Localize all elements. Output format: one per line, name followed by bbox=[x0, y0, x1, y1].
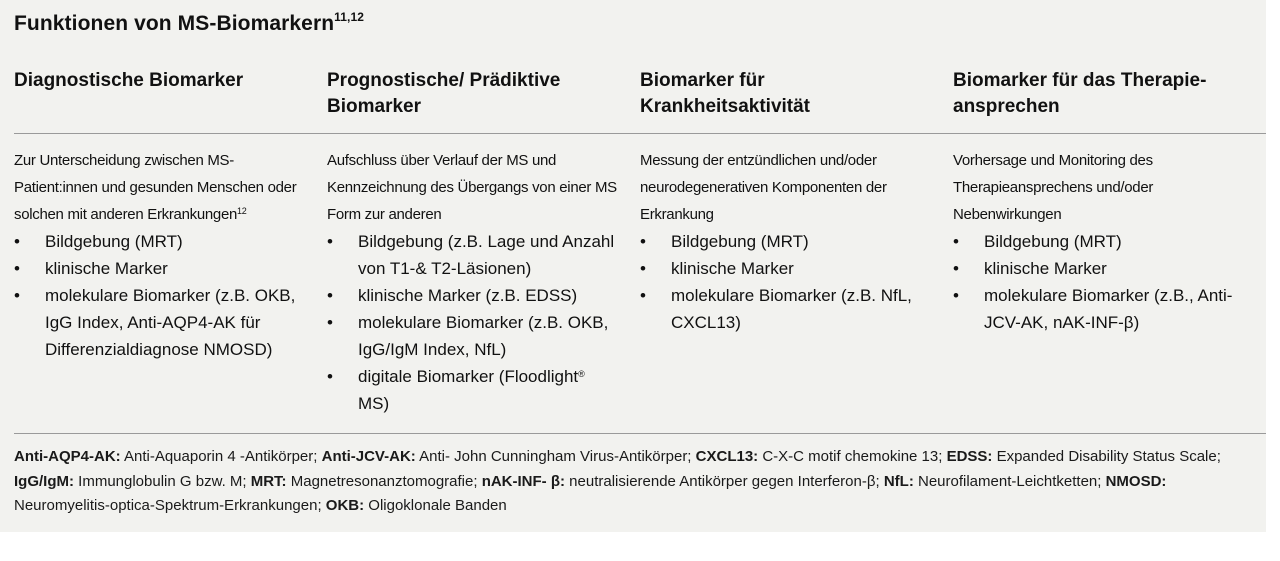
list-item-text: klinische Marker bbox=[671, 259, 794, 278]
abbrev-definition: Neurofilament-Leichtketten; bbox=[913, 472, 1106, 490]
column-therapy bbox=[953, 68, 1233, 120]
column-activity bbox=[640, 68, 880, 120]
abbrev-definition: Oligoklonale Banden bbox=[364, 497, 507, 514]
list-item bbox=[640, 282, 930, 336]
abbrev-definition: Anti- John Cunningham Virus-Antikörper; bbox=[415, 448, 696, 465]
list-item-text: klinische Marker bbox=[45, 259, 168, 278]
bullet-icon: • bbox=[327, 313, 333, 332]
list-item-text: klinische Marker bbox=[984, 259, 1107, 278]
list-item bbox=[327, 363, 617, 417]
bullet-icon: • bbox=[640, 286, 646, 305]
list-item bbox=[953, 255, 1253, 282]
column-heading: Prognostische/ Prädiktive Biomarker bbox=[327, 70, 561, 117]
divider bbox=[14, 433, 1266, 434]
column-diagnostic bbox=[14, 68, 306, 120]
abbrev-term: nAK-INF- β: bbox=[481, 472, 565, 490]
page-title bbox=[14, 12, 364, 36]
abbrev-term: OKB: bbox=[325, 497, 365, 514]
abbrev-definition: Immunglobulin G bzw. M; bbox=[74, 472, 251, 490]
description-text: Messung der entzündlichen und/oder neurodegenerativen Komponenten der Erkrankung bbox=[640, 152, 887, 223]
bullet-icon: • bbox=[327, 232, 333, 251]
list-item-text: MS) bbox=[358, 394, 390, 413]
bullet-icon: • bbox=[327, 367, 333, 386]
list-item-text: klinische Marker (z.B. EDSS) bbox=[358, 286, 578, 305]
description-text: Vorhersage und Monitoring des Therapieansprechens und/oder Nebenwirkungen bbox=[953, 152, 1154, 223]
bullet-list bbox=[953, 228, 1253, 336]
bullet-icon: • bbox=[14, 286, 20, 305]
abbrev-term: IgG/IgM: bbox=[14, 472, 74, 490]
abbrev-term: CXCL13: bbox=[695, 448, 759, 465]
abbrev-term: Anti-JCV-AK: bbox=[321, 448, 416, 465]
abbrev-term: NfL: bbox=[883, 472, 914, 490]
list-item bbox=[953, 228, 1253, 255]
list-item bbox=[14, 255, 304, 282]
list-item bbox=[327, 282, 617, 309]
list-item-text: molekulare Biomarker (z.B. OKB, IgG/IgM Index, NfL) bbox=[358, 313, 609, 359]
bullet-icon: • bbox=[14, 232, 20, 251]
bullet-icon: • bbox=[327, 286, 333, 305]
column-description bbox=[14, 147, 299, 228]
abbrev-term: EDSS: bbox=[946, 448, 993, 465]
bullet-icon: • bbox=[640, 259, 646, 278]
list-item-text: Bildgebung (MRT) bbox=[671, 232, 809, 251]
list-item-text: molekulare Biomarker (z.B., Anti-JCV-AK, nAK-INF-β) bbox=[984, 286, 1233, 332]
abbrev-definition: Neuromyelitis-optica-Spektrum-Erkrankungen; bbox=[14, 497, 326, 514]
divider bbox=[14, 133, 1266, 134]
bullet-list bbox=[640, 228, 930, 336]
list-item bbox=[14, 228, 304, 255]
abbrev-definition: C-X-C motif chemokine 13; bbox=[758, 448, 947, 465]
bullet-icon: • bbox=[953, 259, 959, 278]
abbrev-definition: neutralisierende Antikörper gegen Interferon-β; bbox=[565, 472, 884, 490]
bullet-icon: • bbox=[640, 232, 646, 251]
title-citation: 11,12 bbox=[334, 10, 365, 24]
list-item-text: molekulare Biomarker (z.B. NfL, CXCL13) bbox=[671, 286, 912, 332]
column-description bbox=[327, 147, 617, 228]
title-text: Funktionen von MS-Biomarkern bbox=[14, 12, 335, 35]
list-item-text: Bildgebung (MRT) bbox=[984, 232, 1122, 251]
registered-mark: ® bbox=[578, 369, 585, 379]
list-item bbox=[640, 255, 930, 282]
list-item-text: molekulare Biomarker (z.B. OKB, IgG Index, Anti-AQP4-AK für Differenzialdiagnose NMOSD) bbox=[45, 286, 296, 359]
list-item bbox=[953, 282, 1253, 336]
description-text: Aufschluss über Verlauf der MS und Kennzeichnung des Übergangs von einer MS Form zur anderen bbox=[327, 152, 617, 223]
column-description bbox=[953, 147, 1178, 228]
list-item bbox=[640, 228, 930, 255]
abbreviations-footnote bbox=[14, 445, 1259, 519]
bullet-icon: • bbox=[14, 259, 20, 278]
list-item-text: digitale Biomarker (Floodlight bbox=[358, 367, 579, 386]
abbrev-definition: Expanded Disability Status Scale; bbox=[992, 448, 1221, 465]
abbrev-definition: Magnetresonanztomografie; bbox=[286, 472, 482, 490]
abbrev-term: Anti-AQP4-AK: bbox=[14, 448, 121, 465]
list-item bbox=[327, 309, 617, 363]
bullet-list bbox=[14, 228, 304, 363]
bullet-icon: • bbox=[953, 286, 959, 305]
list-item-text: Bildgebung (z.B. Lage und Anzahl von T1-& T2-Läsionen) bbox=[358, 232, 615, 278]
abbrev-definition: Anti-Aquaporin 4 -Antikörper; bbox=[120, 448, 322, 465]
column-prognostic bbox=[327, 68, 619, 120]
list-item bbox=[14, 282, 304, 363]
list-item-text: Bildgebung (MRT) bbox=[45, 232, 183, 251]
bullet-list bbox=[327, 228, 617, 417]
abbrev-term: NMOSD: bbox=[1105, 472, 1167, 490]
column-heading: Diagnostische Biomarker bbox=[14, 70, 244, 91]
bullet-icon: • bbox=[953, 232, 959, 251]
description-citation: 12 bbox=[237, 206, 247, 216]
column-heading: Biomarker für Krankheitsaktivität bbox=[640, 70, 811, 117]
abbrev-term: MRT: bbox=[250, 472, 287, 490]
description-text: Zur Unterscheidung zwischen MS-Patient:innen und gesunden Menschen oder solchen mit anderen Erkrankungen bbox=[14, 152, 297, 223]
column-heading: Biomarker für das Therapie-ansprechen bbox=[953, 70, 1207, 117]
column-description bbox=[640, 147, 910, 228]
list-item bbox=[327, 228, 617, 282]
